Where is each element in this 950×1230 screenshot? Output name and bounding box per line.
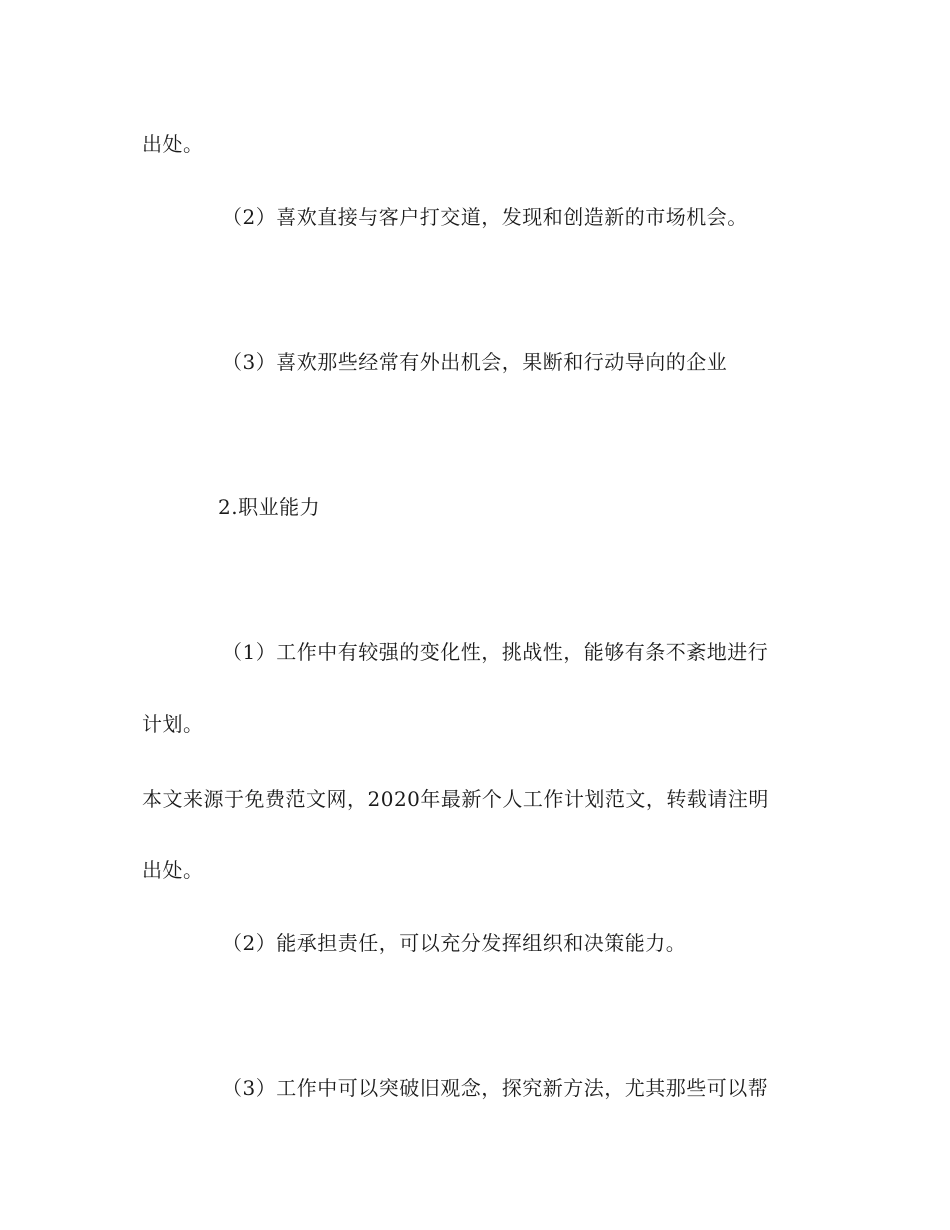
paragraph-line: 计划。: [142, 712, 204, 736]
paragraph-line: 出处。: [142, 132, 204, 156]
paragraph-line: （1）工作中有较强的变化性，挑战性，能够有条不紊地进行: [222, 640, 769, 664]
paragraph-line: （2）能承担责任，可以充分发挥组织和决策能力。: [222, 931, 687, 955]
source-notice: 本文来源于免费范文网，2020年最新个人工作计划范文，转载请注明: [142, 787, 769, 811]
paragraph-line: （3）工作中可以突破旧观念，探究新方法，尤其那些可以帮: [222, 1076, 769, 1100]
section-heading: 2.职业能力: [218, 495, 321, 519]
paragraph-line: （3）喜欢那些经常有外出机会，果断和行动导向的企业: [222, 350, 728, 374]
paragraph-line: 出处。: [142, 858, 204, 882]
paragraph-line: （2）喜欢直接与客户打交道，发现和创造新的市场机会。: [222, 205, 748, 229]
